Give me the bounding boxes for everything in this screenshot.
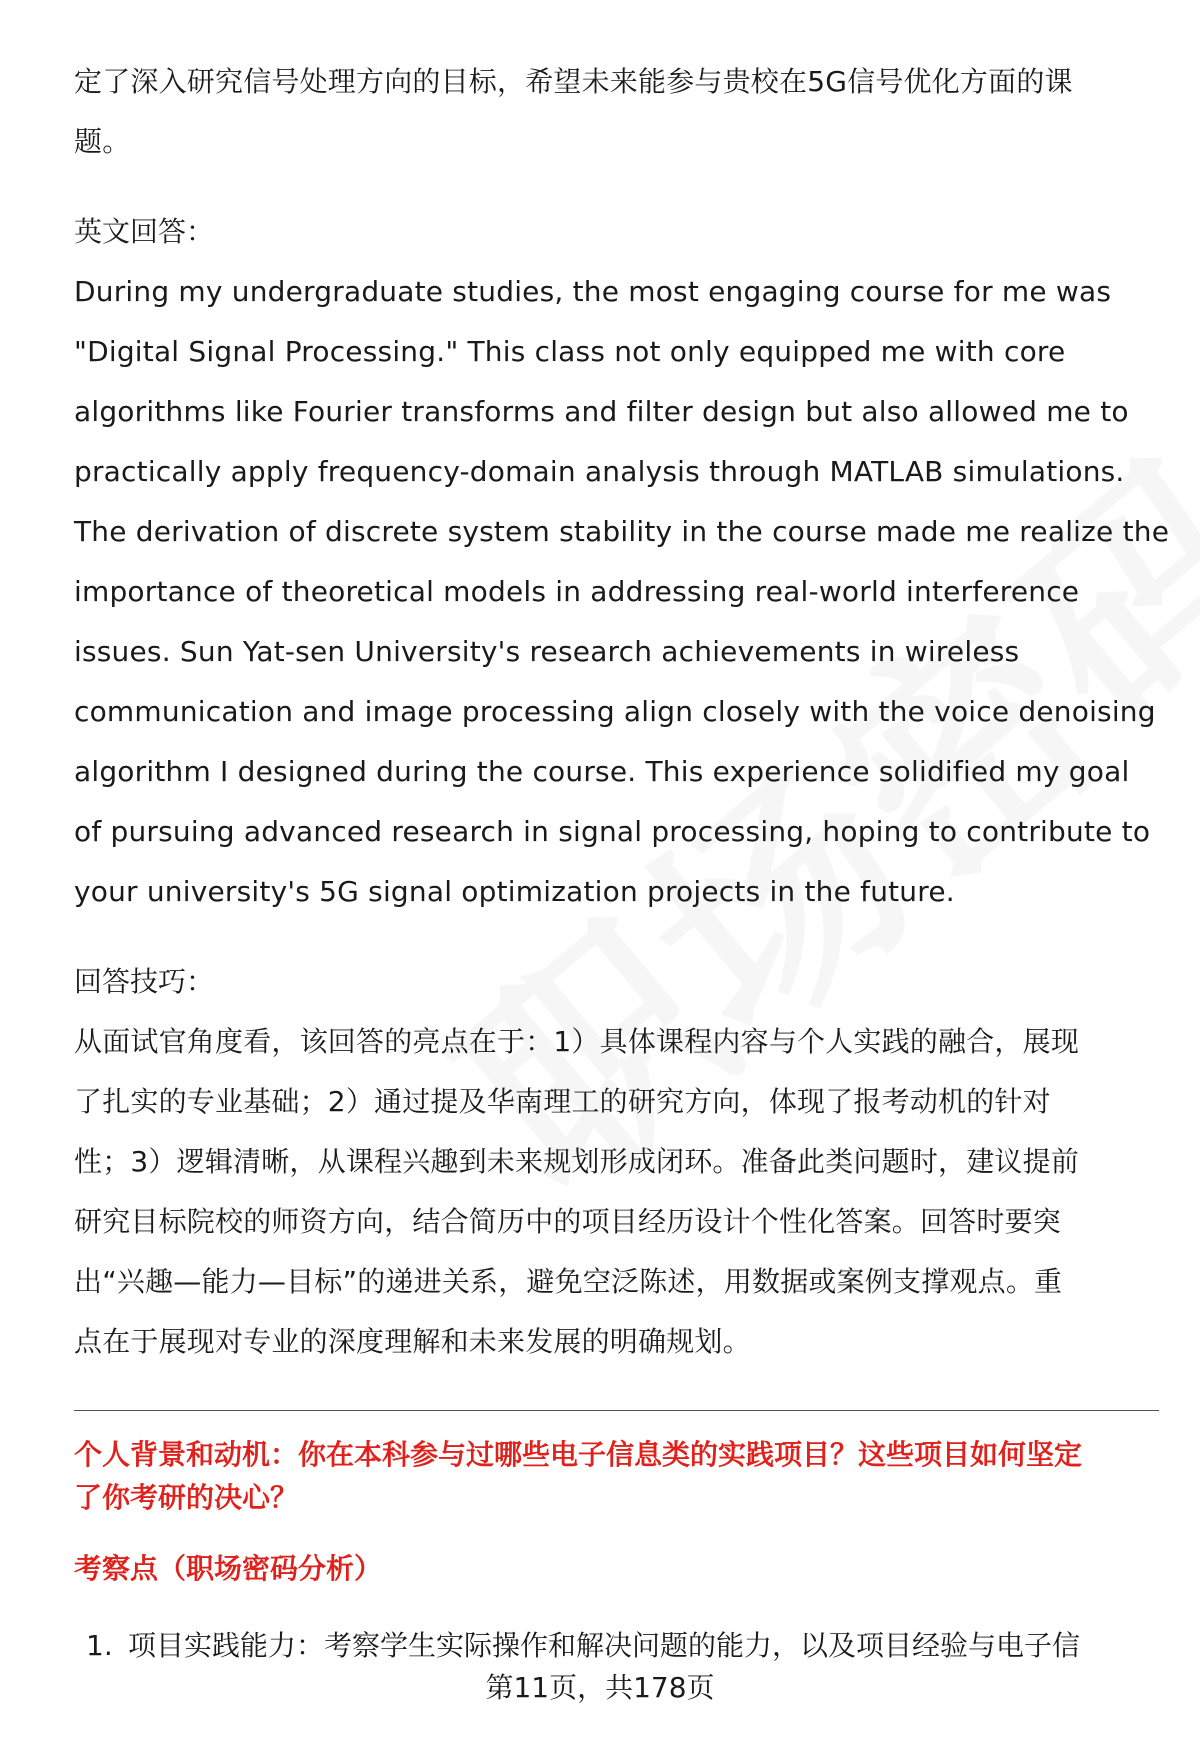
text-line: communication and image processing align closely with the voice denoising (74, 695, 1156, 728)
document-page (74, 52, 1170, 1667)
question-line: 了你考研的决心？ (74, 1481, 299, 1514)
text-line: 了扎实的专业基础；2）通过提及华南理工的研究方向，体现了报考动机的针对 (74, 1085, 1051, 1118)
text-line: 性；3）逻辑清晰，从课程兴趣到未来规划形成闭环。准备此类问题时，建议提前 (74, 1145, 1080, 1178)
question-heading (74, 1433, 1159, 1519)
assessment-list (74, 1624, 1159, 1667)
text-line: "Digital Signal Processing." This class not only equipped me with core (74, 335, 1066, 368)
text-line: of pursuing advanced research in signal processing, hoping to contribute to (74, 815, 1151, 848)
tips-body (74, 1012, 1159, 1372)
english-answer-label: 英文回答： (74, 215, 215, 248)
text-line: 研究目标院校的师资方向，结合简历中的项目经历设计个性化答案。回答时要突 (74, 1205, 1062, 1238)
text-line: 题。 (74, 125, 131, 158)
english-answer (74, 262, 1170, 922)
page-footer: 第11页，共178页 (485, 1671, 715, 1704)
section-divider (74, 1410, 1159, 1411)
text-line: 出“兴趣—能力—目标”的递进关系，避免空泛陈述，用数据或案例支撑观点。重 (74, 1265, 1063, 1298)
text-line: your university's 5G signal optimization projects in the future. (74, 875, 955, 908)
previous-answer-tail (74, 52, 1159, 172)
text-line: During my undergraduate studies, the most engaging course for me was (74, 275, 1112, 308)
list-item (74, 1624, 1159, 1667)
text-line: importance of theoretical models in addressing real-world interference (74, 575, 1080, 608)
tips-label: 回答技巧： (74, 965, 215, 998)
text-line: issues. Sun Yat-sen University's research achievements in wireless (74, 635, 1020, 668)
list-item-number: 1. (86, 1629, 113, 1662)
text-line: The derivation of discrete system stability in the course made me realize the (74, 515, 1170, 548)
text-line: algorithm I designed during the course. This experience solidified my goal (74, 755, 1130, 788)
question-line: 个人背景和动机：你在本科参与过哪些电子信息类的实践项目？这些项目如何坚定 (74, 1438, 1083, 1471)
text-line: 从面试官角度看，该回答的亮点在于：1）具体课程内容与个人实践的融合，展现 (74, 1025, 1080, 1058)
text-line: 定了深入研究信号处理方向的目标，希望未来能参与贵校在5G信号优化方面的课 (74, 65, 1073, 98)
assessment-subheading: 考察点（职场密码分析） (74, 1552, 383, 1585)
text-line: practically apply frequency-domain analysis through MATLAB simulations. (74, 455, 1125, 488)
text-line: 点在于展现对专业的深度理解和未来发展的明确规划。 (74, 1325, 751, 1358)
list-item-text: 项目实践能力：考察学生实际操作和解决问题的能力，以及项目经验与电子信 (128, 1629, 1081, 1662)
text-line: algorithms like Fourier transforms and filter design but also allowed me to (74, 395, 1129, 428)
